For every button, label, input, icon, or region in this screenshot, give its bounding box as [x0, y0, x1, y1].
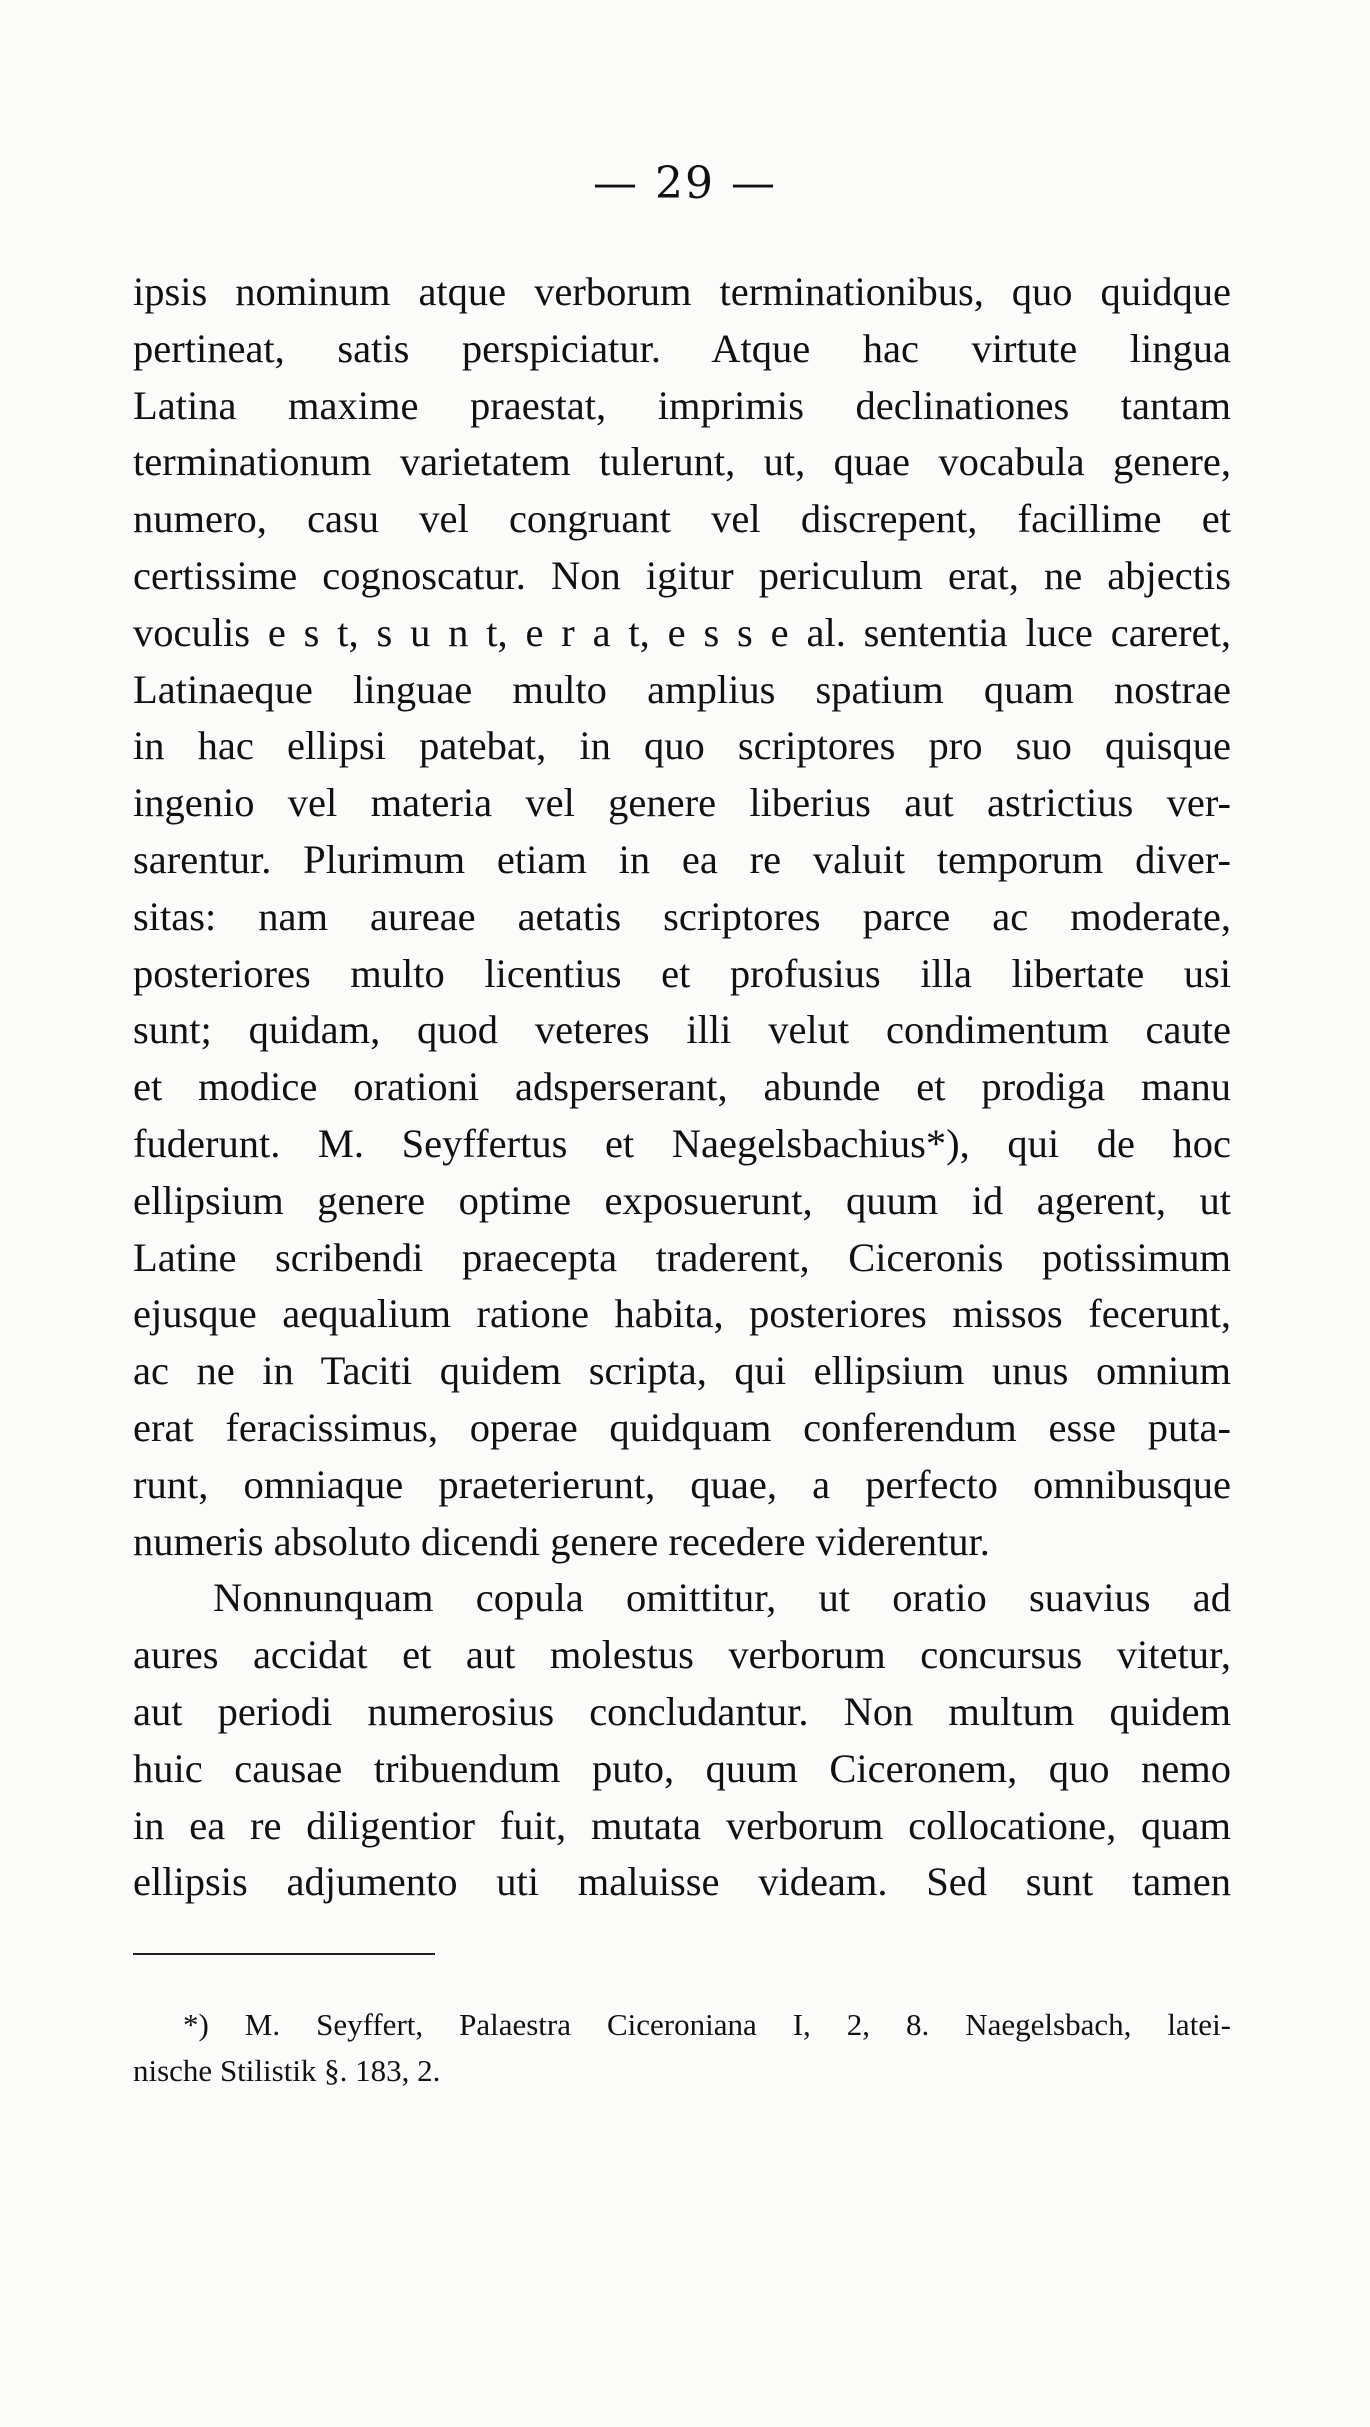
footnote-divider: [133, 1953, 435, 1955]
footnote-line: *) M. Seyffert, Palaestra Ciceroniana I, 2, 8. Naegelsbach, latei-: [183, 2007, 1231, 2042]
text-line: Nonnunquam copula omittitur, ut oratio suavius ad: [213, 1575, 1231, 1621]
text-line: ac ne in Taciti quidem scripta, qui ellipsium unus omnium: [133, 1348, 1231, 1394]
text-line: ipsis nominum atque verborum terminationibus, quo quidque: [133, 269, 1231, 314]
footnote: [133, 2002, 1231, 2094]
text-line: ellipsium genere optime exposuerunt, quum id agerent, ut: [133, 1177, 1231, 1223]
text-line: erat feracissimus, operae quidquam conferendum esse puta-: [133, 1404, 1231, 1450]
text-line: aures accidat et aut molestus verborum concursus vitetur,: [133, 1632, 1231, 1678]
text-line: ellipsis adjumento uti maluisse videam. Sed sunt tamen: [133, 1859, 1231, 1905]
text-line: runt, omniaque praeterierunt, quae, a perfecto omnibusque: [133, 1461, 1231, 1507]
text-line: numeris absoluto dicendi genere recedere viderentur.: [133, 1518, 990, 1564]
text-line: in hac ellipsi patebat, in quo scriptores pro suo quisque: [133, 723, 1231, 769]
text-line: sunt; quidam, quod veteres illi velut condimentum caute: [133, 1007, 1231, 1053]
text-line: fuderunt. M. Seyffertus et Naegelsbachius*), qui de hoc: [133, 1120, 1231, 1166]
text-line: certissime cognoscatur. Non igitur periculum erat, ne abjectis: [133, 552, 1231, 598]
text-line: Latina maxime praestat, imprimis declinationes tantam: [133, 382, 1231, 428]
text-line: sitas: nam aureae aetatis scriptores parce ac moderate,: [133, 893, 1231, 939]
body-text: [133, 264, 1231, 1911]
text-line: ingenio vel materia vel genere liberius aut astrictius ver-: [133, 780, 1231, 826]
text-line: et modice orationi adsperserant, abunde et prodiga manu: [133, 1064, 1231, 1110]
text-line: in ea re diligentior fuit, mutata verborum collocatione, quam: [133, 1802, 1231, 1848]
text-line: aut periodi numerosius concludantur. Non multum quidem: [133, 1688, 1231, 1734]
text-line: terminationum varietatem tulerunt, ut, quae vocabula genere,: [133, 439, 1231, 485]
text-line: Latinaeque linguae multo amplius spatium quam nostrae: [133, 666, 1231, 712]
footnote-line: nische Stilistik §. 183, 2.: [133, 2053, 441, 2088]
text-line: ejusque aequalium ratione habita, posteriores missos fecerunt,: [133, 1291, 1231, 1337]
text-line: huic causae tribuendum puto, quum Ciceronem, quo nemo: [133, 1745, 1231, 1791]
text-line: voculis e s t, s u n t, e r a t, e s s e al. sententia luce careret,: [133, 609, 1231, 655]
text-line: Latine scribendi praecepta traderent, Ciceronis potissimum: [133, 1234, 1231, 1280]
text-line: pertineat, satis perspiciatur. Atque hac virtute lingua: [133, 325, 1231, 371]
text-line: numero, casu vel congruant vel discrepent, facillime et: [133, 496, 1231, 542]
text-line: posteriores multo licentius et profusius illa libertate usi: [133, 950, 1231, 996]
text-line: sarentur. Plurimum etiam in ea re valuit temporum diver-: [133, 836, 1231, 882]
page-number: — 29 —: [593, 158, 777, 209]
